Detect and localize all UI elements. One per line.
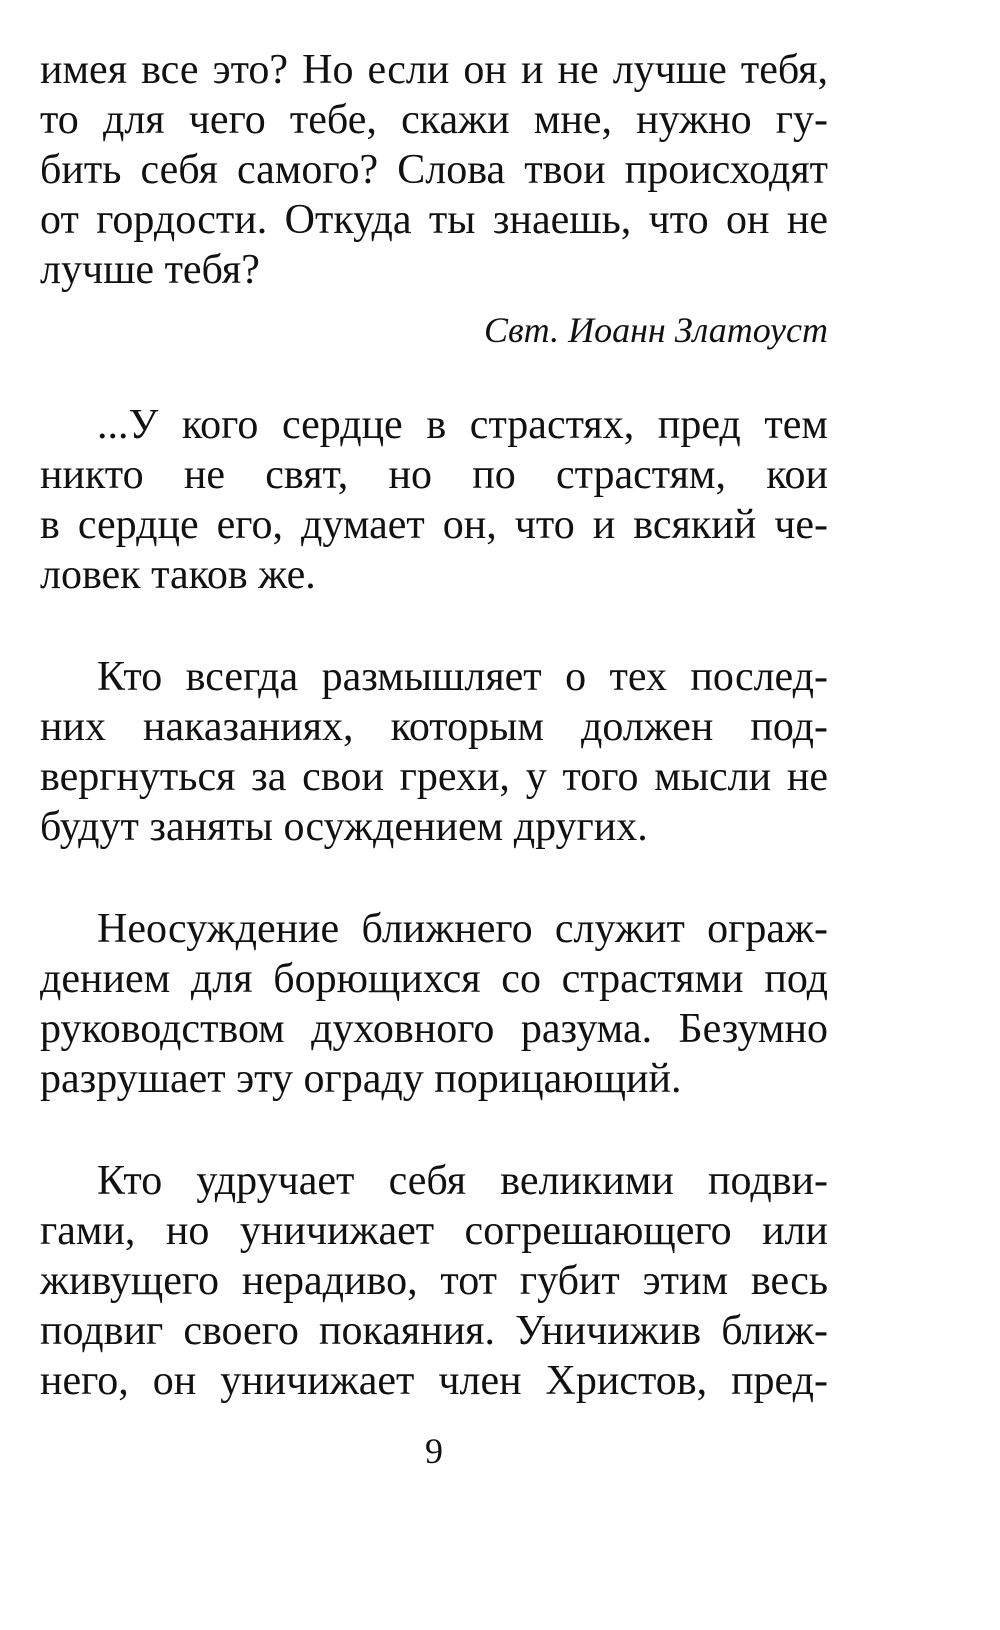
paragraph <box>40 1156 828 1406</box>
text-line: имея все это? Но если он и не лучше тебя, <box>40 47 828 93</box>
paragraph <box>40 652 828 852</box>
quote-attribution: Свт. Иоанн Златоуст <box>484 310 828 350</box>
text-line: лучше тебя? <box>40 247 260 293</box>
paragraph <box>40 904 828 1104</box>
text-line: никто не свят, но по страстям, кои <box>40 452 828 498</box>
text-line: в сердце его, думает он, что и всякий че- <box>40 502 828 548</box>
page-number: 9 <box>425 1431 443 1471</box>
text-line: Неосуждение ближнего служит ограж- <box>97 906 828 952</box>
text-line: будут заняты осуждением других. <box>40 804 648 850</box>
text-line: бить себя самого? Слова твои происходят <box>40 147 828 193</box>
text-line: Кто всегда размышляет о тех послед- <box>97 654 828 700</box>
text-column <box>40 45 828 1476</box>
paragraph-continuation <box>40 45 828 295</box>
paragraph <box>40 400 828 600</box>
text-line: живущего нерадиво, тот губит этим весь <box>40 1258 828 1304</box>
text-line: Кто удручает себя великими подви- <box>97 1158 828 1204</box>
text-line: то для чего тебе, скажи мне, нужно гу- <box>40 97 828 143</box>
text-line: него, он уничижает член Христов, пред- <box>40 1358 828 1404</box>
text-line: разрушает эту ограду порицающий. <box>40 1056 682 1102</box>
text-line: них наказаниях, которым должен под- <box>40 704 828 750</box>
text-line: ...У кого сердце в страстях, пред тем <box>97 402 828 448</box>
text-line: дением для борющихся со страстями под <box>40 956 828 1002</box>
text-line: от гордости. Откуда ты знаешь, что он не <box>40 197 828 243</box>
text-line: ловек таков же. <box>40 552 316 598</box>
text-line: подвиг своего покаяния. Уничижив ближ- <box>40 1308 828 1354</box>
text-line: гами, но уничижает согрешающего или <box>40 1208 828 1254</box>
text-line: руководством духовного разума. Безумно <box>40 1006 828 1052</box>
text-line: вергнуться за свои грехи, у того мысли не <box>40 754 828 800</box>
